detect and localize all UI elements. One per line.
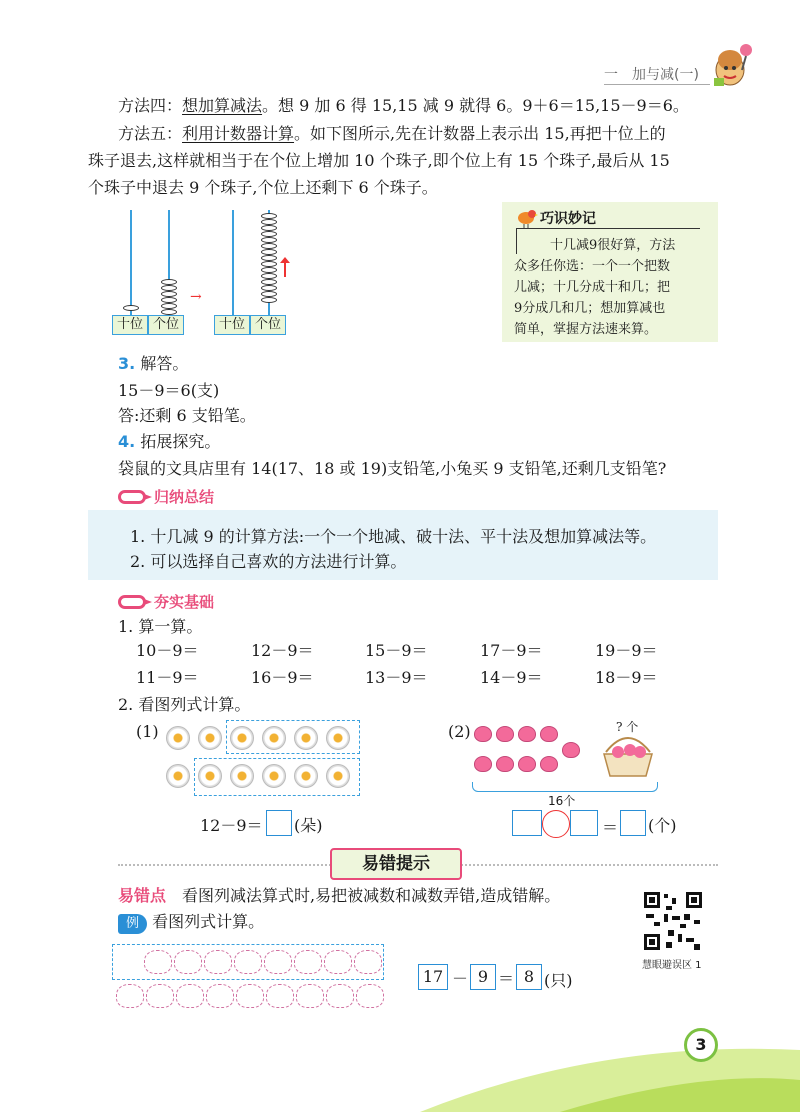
q4-text: 袋鼠的文具店里有 14(17、18 或 19)支铅笔,小兔买 9 支铅笔,还剩几支铅笔?: [118, 459, 667, 478]
p2-box-b[interactable]: [570, 810, 598, 836]
calc-r1-c1: 10－9＝: [136, 641, 199, 660]
q3-formula: 15－9＝6(支): [118, 381, 220, 400]
calc-r2-c4: 14－9＝: [480, 668, 543, 687]
tip-line-2: 众多任你选：一个一个把数: [514, 259, 671, 274]
mistake-line: 易错点 看图列减法算式时,易把被减数和减数弄错,造成错解。: [118, 886, 561, 905]
abacus-diagram: [108, 205, 298, 340]
ex1-title: 1. 算一算。: [118, 617, 203, 636]
tip-line-5: 简单，掌握方法速来算。: [514, 322, 658, 337]
tip-line-4: 9分成几和几；想加算减也: [514, 301, 666, 316]
footer-swoosh: [0, 1020, 800, 1112]
p2-unit: (个): [648, 816, 677, 835]
p2-question: ? 个: [616, 720, 639, 734]
calc-r2-c5: 18－9＝: [595, 668, 658, 687]
mistake-banner: 易错提示: [330, 848, 462, 880]
q3-title: 3. 解答。: [118, 354, 189, 373]
qr-code-icon[interactable]: [642, 890, 704, 952]
calc-r2-c1: 11－9＝: [136, 668, 199, 687]
pill-icon: [118, 490, 146, 504]
mascot-icon: [712, 40, 756, 88]
p2-operator-circle[interactable]: [542, 810, 570, 838]
rabbits-picture: [112, 944, 384, 1016]
header-rule: [604, 84, 710, 85]
abacus-tens-label-2: 十位: [214, 315, 250, 335]
memory-tip-box: [502, 202, 718, 342]
basics-header: 夯实基础: [118, 591, 214, 612]
summary-item-1: 1. 十几减 9 的计算方法:一个一个地减、破十法、平十法及想加算减法等。: [130, 527, 657, 546]
method-5: 方法五：利用计数器计算。如下图所示,先在计数器上表示出 15,再把十位上的: [118, 124, 666, 143]
tip-line-1: 十几减9很好算，方法: [550, 238, 676, 253]
method-4: 方法四：想加算减法。想 9 加 6 得 15,15 减 9 就得 6。9＋6＝15,15－9＝6。: [118, 96, 689, 115]
p1-unit: (朵): [294, 816, 323, 835]
summary-header: 归纳总结: [118, 486, 214, 507]
eq-unit: (只): [544, 971, 573, 990]
calc-r2-c2: 16－9＝: [251, 668, 314, 687]
ex2-title: 2. 看图列式计算。: [118, 695, 251, 714]
example-line: 例 看图列式计算。: [118, 912, 264, 934]
pill-icon-2: [118, 595, 146, 609]
calc-r1-c2: 12－9＝: [251, 641, 314, 660]
qr-caption: 慧眼避误区 1: [642, 960, 702, 971]
example-tag: 例: [118, 914, 147, 934]
method-5-line2: 珠子退去,这样就相当于在个位上增加 10 个珠子,即个位上有 15 个珠子,最后从 15: [88, 151, 670, 170]
tip-title: 巧识妙记: [540, 211, 596, 227]
calc-r2-c3: 13－9＝: [365, 668, 428, 687]
q3-answer: 答:还剩 6 支铅笔。: [118, 406, 256, 425]
chapter-header: 一 加与减(一): [604, 67, 699, 83]
p1-answer-box[interactable]: [266, 810, 292, 836]
right-arrow-icon: →: [190, 289, 202, 305]
eq-box-a: 17: [418, 964, 448, 990]
eq-box-b: 9: [470, 964, 496, 990]
method-5-line3: 个珠子中退去 9 个珠子,个位上还剩下 6 个珠子。: [88, 178, 438, 197]
abacus-ones-label-2: 个位: [250, 315, 286, 335]
up-arrow-icon: [284, 261, 286, 277]
eq-minus: －: [452, 969, 469, 988]
summary-item-2: 2. 可以选择自己喜欢的方法进行计算。: [130, 552, 407, 571]
calc-r1-c5: 19－9＝: [595, 641, 658, 660]
eq-box-c: 8: [516, 964, 542, 990]
flowers-picture: [160, 718, 360, 798]
calc-r1-c3: 15－9＝: [365, 641, 428, 660]
abacus-ones-label: 个位: [148, 315, 184, 335]
tip-line-3: 儿减；十几分成十和几；把: [514, 280, 671, 295]
bird-icon: [514, 206, 538, 228]
p2-box-c[interactable]: [620, 810, 646, 836]
eq-equals: ＝: [498, 969, 515, 988]
apples-picture: [470, 718, 670, 808]
p2-total: 16个: [548, 794, 576, 808]
calc-r1-c4: 17－9＝: [480, 641, 543, 660]
basket-icon: [600, 732, 656, 778]
p2-box-a[interactable]: [512, 810, 542, 836]
p1-label: (1): [136, 722, 159, 741]
page-number: 3: [684, 1028, 718, 1062]
p1-formula: 12－9＝: [200, 816, 263, 835]
p2-label: (2): [448, 722, 471, 741]
abacus-tens-label: 十位: [112, 315, 148, 335]
q4-title: 4. 拓展探究。: [118, 432, 221, 451]
